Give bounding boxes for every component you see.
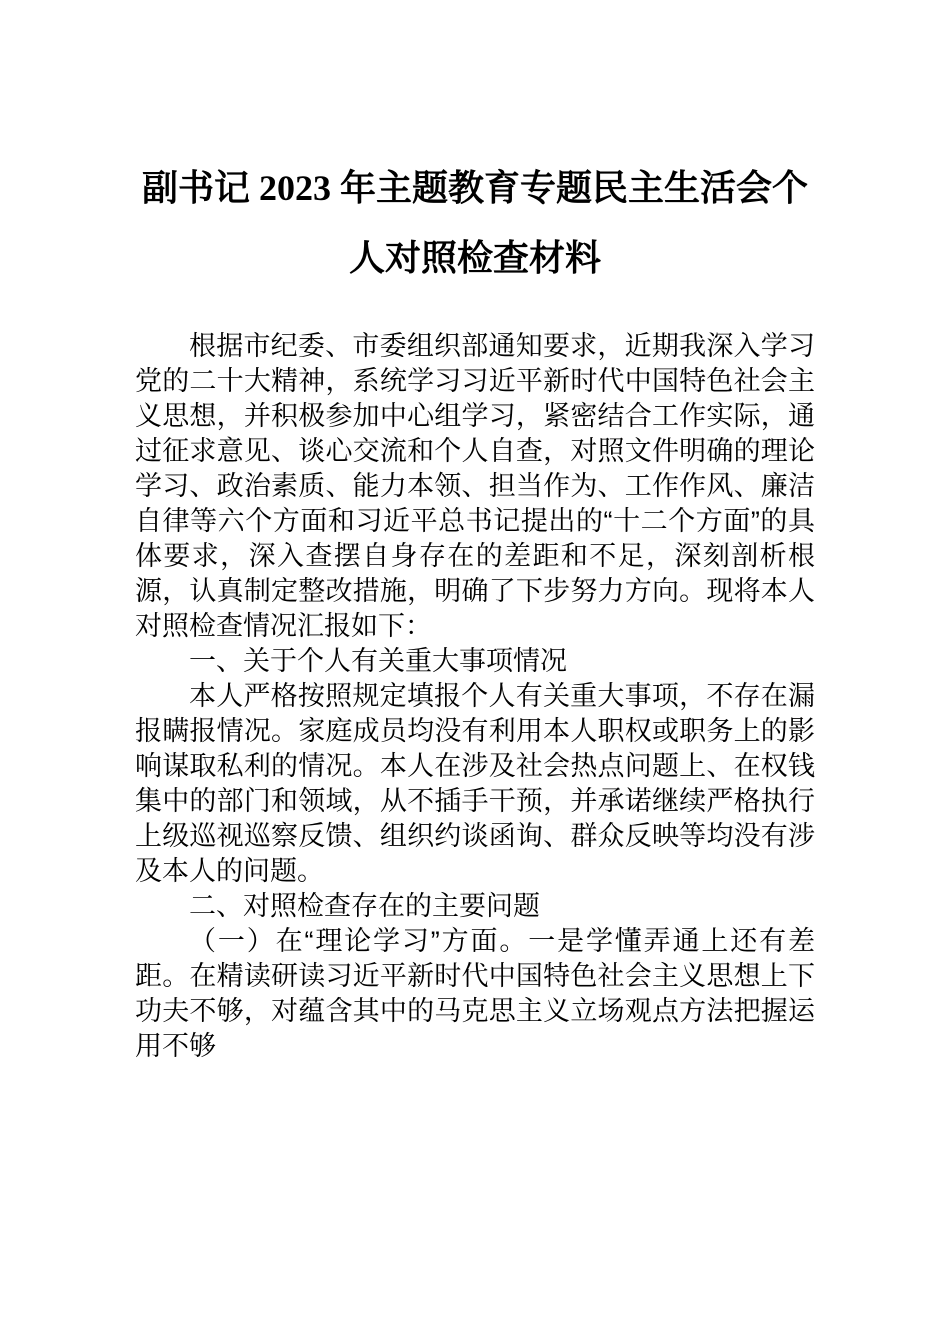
- document-body: [135, 329, 815, 1064]
- paragraph-intro: 根据市纪委、市委组织部通知要求，近期我深入学习党的二十大精神，系统学习习近平新时代中国特色社会主义思想，并积极参加中心组学习，紧密结合工作实际，通过征求意见、谈心交流和个人自查，对照文件明确的理论学习、政治素质、能力本领、担当作为、工作作风、廉洁自律等六个方面和习近平总书记提出的“十二个方面”的具体要求，深入查摆自身存在的差距和不足，深刻剖析根源，认真制定整改措施，明确了下步努力方向。现将本人对照检查情况汇报如下：: [135, 331, 815, 641]
- section-1-heading: 一、关于个人有关重大事项情况: [189, 646, 567, 676]
- section-1-paragraph: 本人严格按照规定填报个人有关重大事项，不存在漏报瞒报情况。家庭成员均没有利用本人职权或职务上的影响谋取私利的情况。本人在涉及社会热点问题上、在权钱集中的部门和领域，从不插手干预，并承诺继续严格执行上级巡视巡察反馈、组织约谈函询、群众反映等均没有涉及本人的问题。: [135, 681, 815, 886]
- section-2-heading: 二、对照检查存在的主要问题: [189, 891, 540, 921]
- document-title: 副书记 2023 年主题教育专题民主生活会个人对照检查材料: [141, 168, 808, 278]
- section-2-subitem-paragraph: （一）在“理论学习”方面。一是学懂弄通上还有差距。在精读研读习近平新时代中国特色社会主义思想上下功夫不够，对蕴含其中的马克思主义立场观点方法把握运用不够: [135, 926, 815, 1061]
